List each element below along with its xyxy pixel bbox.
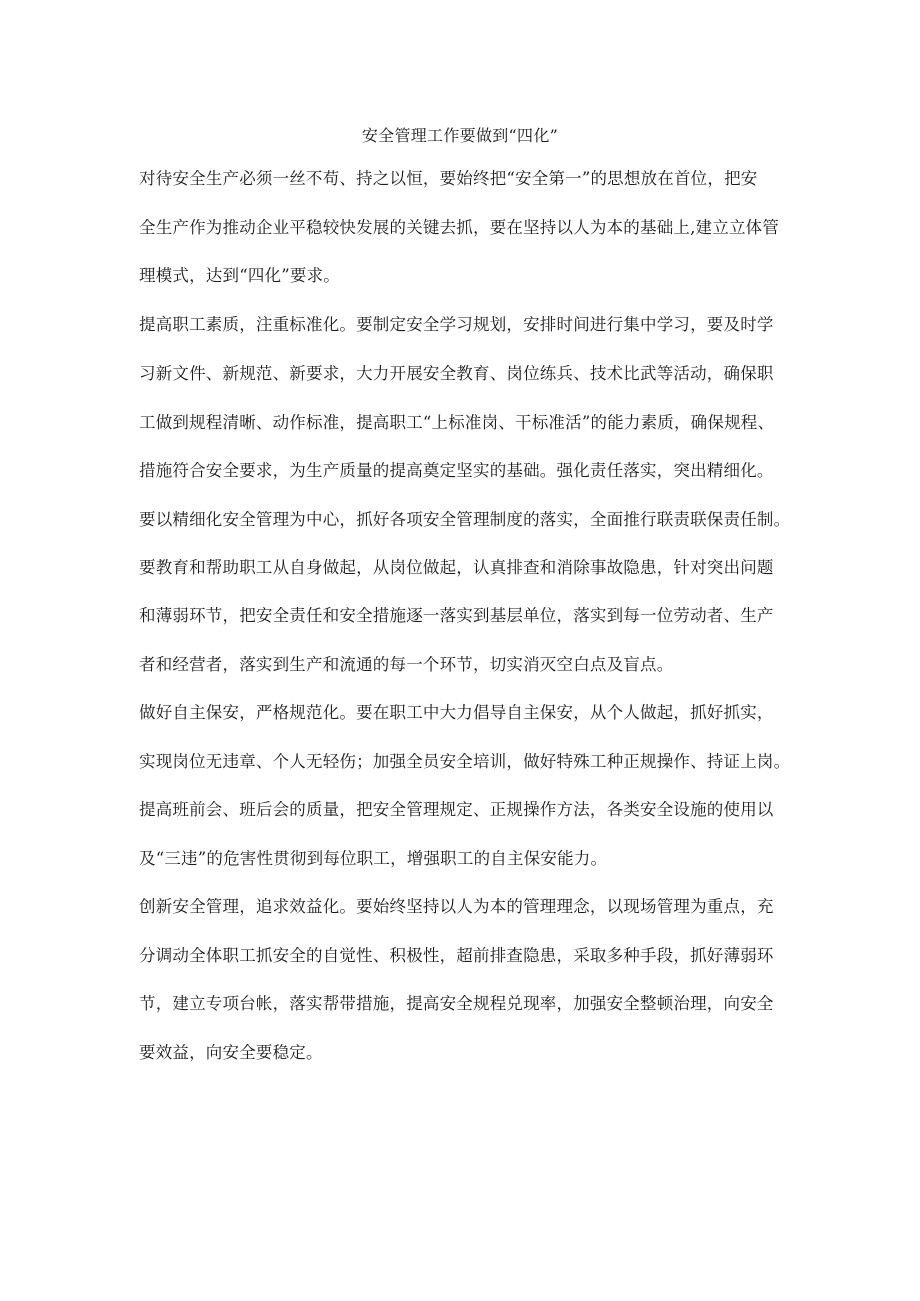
- text-line: 措施符合安全要求，为生产质量的提高奠定坚实的基础。强化责任落实，突出精细化。: [139, 461, 774, 480]
- text-line: 实现岗位无违章、个人无轻伤；加强全员安全培训，做好特殊工种正规操作、持证上岗。: [139, 752, 791, 771]
- text-line: 者和经营者，落实到生产和流通的每一个环节，切实消灭空白点及盲点。: [139, 655, 674, 674]
- text-line: 节，建立专项台帐，落实帮带措施，提高安全规程兑现率，加强安全整顿治理，向安全: [139, 994, 774, 1013]
- text-line: 习新文件、新规范、新要求，大力开展安全教育、岗位练兵、技术比武等活动，确保职: [139, 364, 774, 383]
- text-line: 及“三违”的危害性贯彻到每位职工，增强职工的自主保安能力。: [139, 849, 608, 868]
- document-title: 安全管理工作要做到“四化”: [361, 126, 559, 145]
- text-line: 要以精细化安全管理为中心，抓好各项安全管理制度的落实，全面推行联责联保责任制。: [139, 510, 791, 529]
- text-line: 要教育和帮助职工从自身做起，从岗位做起，认真排查和消除事故隐患，针对突出问题: [139, 558, 774, 577]
- text-line: 理模式，达到“四化”要求。: [139, 266, 340, 285]
- text-line: 和薄弱环节，把安全责任和安全措施逐一落实到基层单位，落实到每一位劳动者、生产: [139, 606, 774, 625]
- text-line: 要效益，向安全要稳定。: [139, 1043, 323, 1062]
- text-line: 做好自主保安，严格规范化。要在职工中大力倡导自主保安，从个人做起，抓好抓实，: [139, 703, 774, 722]
- text-line: 工做到规程清晰、动作标准，提高职工“上标准岗、干标准活”的能力素质，确保规程、: [139, 413, 775, 432]
- text-line: 对待安全生产必须一丝不苟、持之以恒，要始终把“安全第一”的思想放在首位，把安: [139, 169, 758, 188]
- text-line: 分调动全体职工抓安全的自觉性、积极性，超前排查隐患，采取多种手段，抓好薄弱环: [139, 946, 774, 965]
- text-line: 提高班前会、班后会的质量，把安全管理规定、正规操作方法，各类安全设施的使用以: [139, 800, 774, 819]
- text-line: 创新安全管理，追求效益化。要始终坚持以人为本的管理理念，以现场管理为重点，充: [139, 897, 774, 916]
- text-line: 全生产作为推动企业平稳较快发展的关键去抓，要在坚持以人为本的基础上,建立立体管: [139, 218, 780, 237]
- text-line: 提高职工素质，注重标准化。要制定安全学习规划，安排时间进行集中学习，要及时学: [139, 315, 774, 334]
